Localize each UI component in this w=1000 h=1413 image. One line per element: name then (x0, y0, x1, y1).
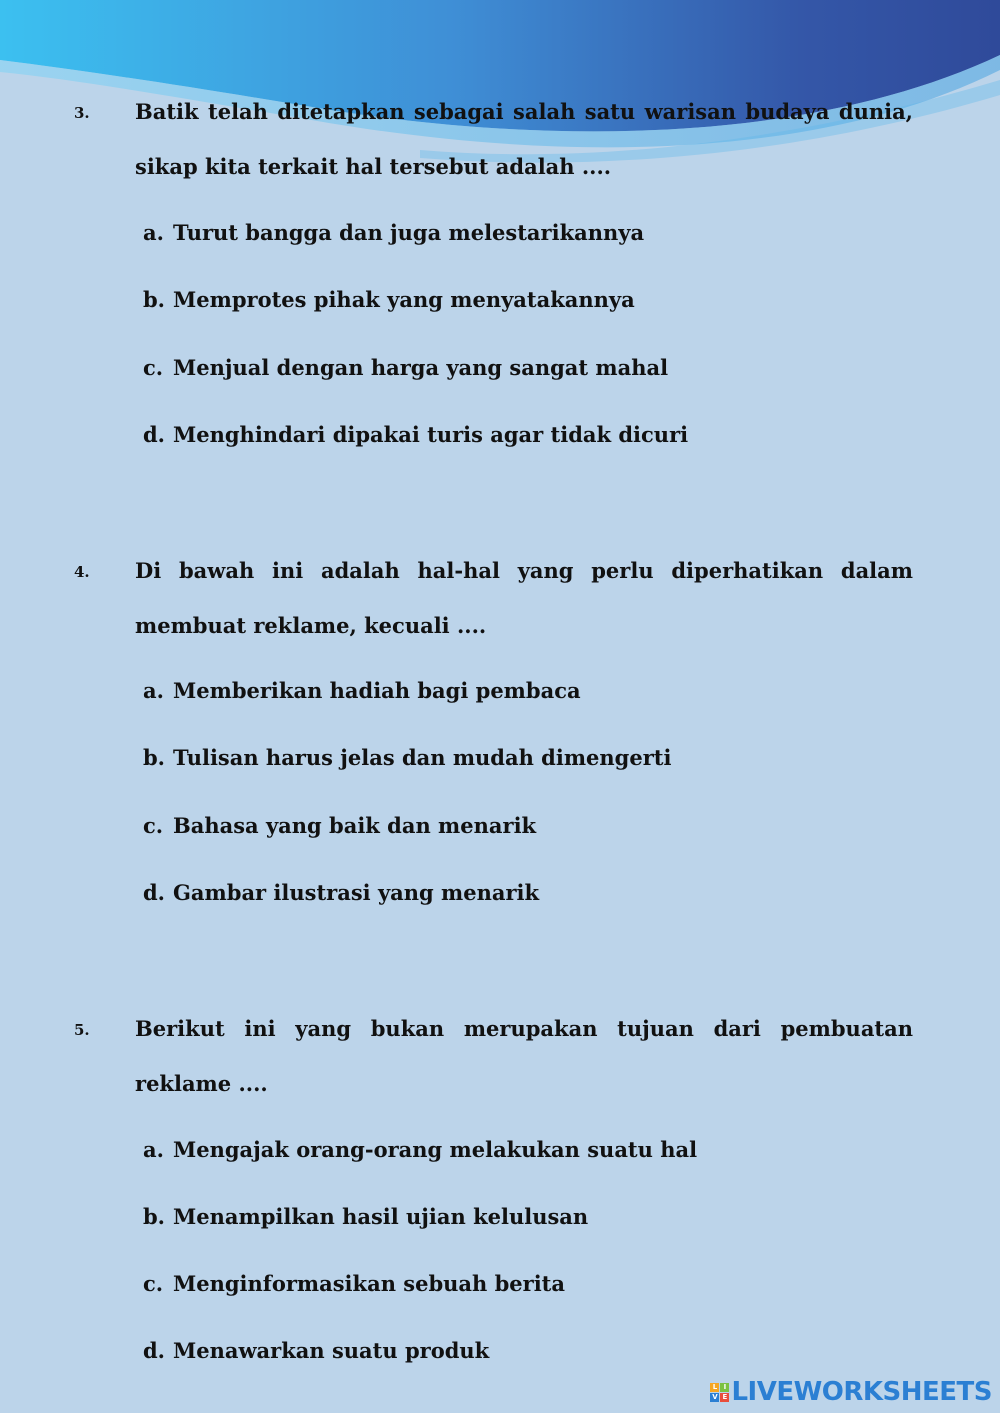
option-d[interactable] (143, 422, 688, 447)
liveworksheets-logo[interactable] (710, 1375, 992, 1409)
option-letter: d. (143, 422, 165, 447)
option-letter: b. (143, 287, 165, 312)
logo-letter-l: L (710, 1383, 719, 1392)
question-text (135, 84, 913, 194)
option-b[interactable] (143, 1204, 588, 1229)
logo-text: LIVEWORKSHEETS (731, 1377, 992, 1407)
option-letter: b. (143, 745, 165, 770)
logo-letter-v: V (712, 1392, 718, 1401)
question-number: 3. (74, 104, 90, 122)
option-text: Memprotes pihak yang menyatakannya (173, 287, 635, 312)
option-b[interactable] (143, 287, 635, 312)
question-number: 4. (74, 563, 90, 581)
option-text: Menginformasikan sebuah berita (173, 1271, 565, 1296)
option-letter: b. (143, 1204, 165, 1229)
logo-icon (710, 1383, 729, 1402)
option-c[interactable] (143, 813, 536, 838)
question-line: Batik telah ditetapkan sebagai salah satu warisan budaya dunia, (135, 99, 913, 124)
option-text: Memberikan hadiah bagi pembaca (173, 678, 581, 703)
question-line: reklame .... (135, 1071, 268, 1096)
option-letter: c. (143, 1271, 164, 1296)
logo-letter-i: I (720, 1383, 729, 1392)
option-text: Menjual dengan harga yang sangat mahal (173, 355, 669, 380)
option-text: Tulisan harus jelas dan mudah dimengerti (173, 745, 672, 770)
option-c[interactable] (143, 1271, 565, 1296)
option-a[interactable] (143, 678, 581, 703)
option-letter: c. (143, 355, 164, 380)
option-text: Mengajak orang-orang melakukan suatu hal (173, 1137, 698, 1162)
option-letter: a. (143, 678, 164, 703)
logo-letter-e: E (720, 1393, 729, 1402)
option-text: Turut bangga dan juga melestarikannya (173, 220, 645, 245)
option-letter: d. (143, 1338, 165, 1363)
option-text: Gambar ilustrasi yang menarik (173, 880, 540, 905)
option-letter: c. (143, 813, 164, 838)
question-line: Berikut ini yang bukan merupakan tujuan dari pembuatan (135, 1016, 913, 1041)
option-c[interactable] (143, 355, 668, 380)
question-text (135, 1001, 913, 1111)
option-text: Menghindari dipakai turis agar tidak dicuri (173, 422, 689, 447)
option-b[interactable] (143, 745, 671, 770)
option-letter: d. (143, 880, 165, 905)
question-text (135, 543, 913, 653)
question-line: sikap kita terkait hal tersebut adalah .... (135, 154, 612, 179)
question-number: 5. (74, 1021, 90, 1039)
option-text: Menawarkan suatu produk (173, 1338, 490, 1363)
option-letter: a. (143, 220, 164, 245)
option-a[interactable] (143, 220, 644, 245)
question-line: Di bawah ini adalah hal-hal yang perlu diperhatikan dalam (135, 558, 913, 583)
option-text: Menampilkan hasil ujian kelulusan (173, 1204, 589, 1229)
option-d[interactable] (143, 1338, 489, 1363)
option-a[interactable] (143, 1137, 697, 1162)
option-d[interactable] (143, 880, 539, 905)
option-text: Bahasa yang baik dan menarik (173, 813, 537, 838)
option-letter: a. (143, 1137, 164, 1162)
question-line: membuat reklame, kecuali .... (135, 613, 487, 638)
